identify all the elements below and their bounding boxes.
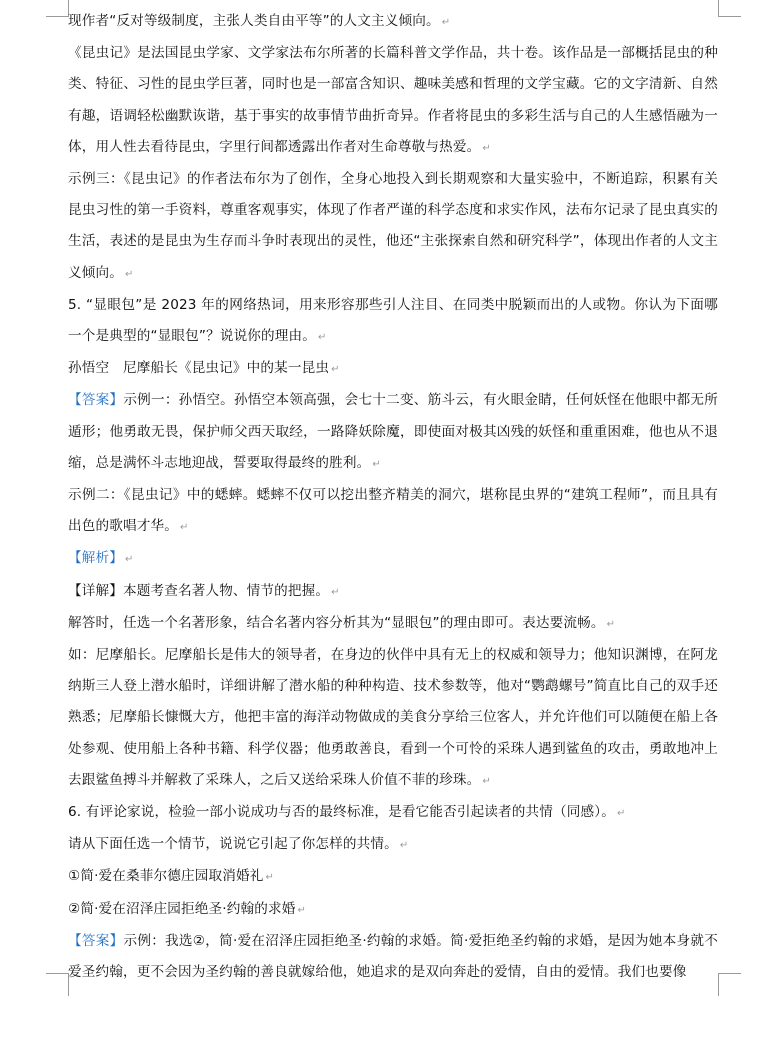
paragraph-mark-icon: ↵: [124, 554, 134, 566]
answer-paragraph: 【答案】示例一：孙悟空。孙悟空本领高强，会七十二变、筋斗云，有火眼金睛，任何妖怪在他眼中都无所遁形；他勇敢无畏，保护师父西天取经，一路降妖除魔，即使面对极其凶残的妖怪和重重困难，他也从不退缩，总是满怀斗志地迎战，誓要取得最终的胜利。 ↵: [68, 392, 718, 471]
paragraph-mark-icon: ↵: [616, 808, 626, 820]
paragraph-mark-icon: ↵: [482, 775, 491, 787]
answer-tag: 【答案】: [68, 392, 124, 409]
document-body: [68, 6, 718, 988]
page-corner-mark: [46, 0, 69, 17]
paragraph-mark-icon: ↵: [265, 872, 275, 884]
paragraph-mark-icon: ↵: [441, 17, 451, 28]
paragraph-mark-icon: ↵: [179, 522, 189, 534]
paragraph-mark-icon: ↵: [318, 332, 327, 344]
paragraph-mark-icon: ↵: [399, 840, 409, 852]
detail-tag: 【详解】: [68, 582, 123, 599]
option-2: ②简·爱在沼泽庄园拒绝圣·约翰的求婚 ↵: [68, 900, 306, 917]
paragraph: 请从下面任选一个情节，说说它引起了你怎样的共情。 ↵: [68, 836, 409, 853]
answer-paragraph: 【答案】示例：我选②，简·爱在沼泽庄园拒绝圣·约翰的求婚。简·爱拒绝圣约翰的求婚，是因为她本身就不爱圣约翰，更不会因为圣约翰的善良就嫁给他，她追求的是双向奔赴的爱情，自由的爱情。我们也要像: [68, 932, 718, 981]
paragraph: 现作者“反对等级制度，主张人类自由平等”的人文主义倾向。 ↵: [68, 13, 451, 29]
option-1: ①简·爱在桑菲尔德庄园取消婚礼 ↵: [68, 868, 275, 885]
answer-tag: 【答案】: [68, 932, 124, 949]
paragraph-mark-icon: ↵: [124, 268, 134, 280]
paragraph-mark-icon: ↵: [331, 364, 340, 376]
paragraph: 示例三：《昆虫记》的作者法布尔为了创作，全身心地投入到长期观察和大量实验中，不断追踪，积累有关昆虫习性的第一手资料，尊重客观事实，体现了作者严谨的科学态度和求实作风，法布尔记录了昆虫真实的生活，表述的是昆虫为生存而斗争时表现出的灵性，他还“主张探索自然和研究科学”，体现出作者的人文主义倾向。 ↵: [68, 171, 718, 281]
page-corner-mark: [718, 973, 741, 996]
paragraph-mark-icon: ↵: [482, 142, 491, 154]
paragraph: 孙悟空 尼摩船长《昆虫记》中的某一昆虫 ↵: [68, 360, 340, 377]
paragraph: 《昆虫记》是法国昆虫学家、文学家法布尔所著的长篇科普文学作品，共十卷。该作品是一部概括昆虫的种类、特征、习性的昆虫学巨著，同时也是一部富含知识、趣味美感和哲理的文学宝藏。它的文字清新、自然有趣，语调轻松幽默诙谐，基于事实的故事情节曲折奇异。作者将昆虫的多彩生活与自己的人生感悟融为一体，用人性去看待昆虫，字里行间都透露出作者对生命尊敬与热爱。 ↵: [68, 45, 718, 155]
paragraph-mark-icon: ↵: [297, 904, 306, 916]
paragraph: 如：尼摩船长。尼摩船长是伟大的领导者，在身边的伙伴中具有无上的权威和领导力；他知识渊博，在阿龙纳斯三人登上潜水船时，详细讲解了潜水船的种种构造、技术参数等，他对“鹦鹉螺号”简直比自己的双手还熟悉；尼摩船长慷慨大方，他把丰富的海洋动物做成的美食分享给三位客人，并允许他们可以随便在船上各处参观、使用船上各种书籍、科学仪器；他勇敢善良，看到一个可怜的采珠人遇到鲨鱼的攻击，勇敢地冲上去跟鲨鱼搏斗并解救了采珠人，之后又送给采珠人价值不菲的珍珠。 ↵: [68, 647, 718, 788]
detail-paragraph: 【详解】本题考查名著人物、情节的把握。 ↵: [68, 582, 340, 599]
page-corner-mark: [46, 973, 69, 996]
paragraph-mark-icon: ↵: [331, 586, 340, 598]
analysis-paragraph: [68, 543, 718, 575]
analysis-tag: 【解析】: [68, 550, 123, 567]
paragraph: 解答时，任选一个名著形象，结合名著内容分析其为“显眼包”的理由即可。表达要流畅。 ↵: [68, 614, 616, 631]
paragraph-mark-icon: ↵: [606, 618, 616, 630]
paragraph: 示例二：《昆虫记》中的蟋蟀。蟋蟀不仅可以挖出整齐精美的洞穴，堪称昆虫界的“建筑工程师”，而且具有出色的歌唱才华。 ↵: [68, 487, 718, 535]
page-corner-mark: [718, 0, 741, 17]
question-5: 5. “显眼包”是 2023 年的网络热词，用来形容那些引人注目、在同类中脱颖而出的人或物。你认为下面哪一个是典型的“显眼包”？说说你的理由。 ↵: [68, 296, 718, 345]
question-6: 6. 有评论家说，检验一部小说成功与否的最终标准，是看它能否引起读者的共情（同感）。 ↵: [68, 804, 626, 821]
paragraph-mark-icon: ↵: [372, 458, 381, 470]
